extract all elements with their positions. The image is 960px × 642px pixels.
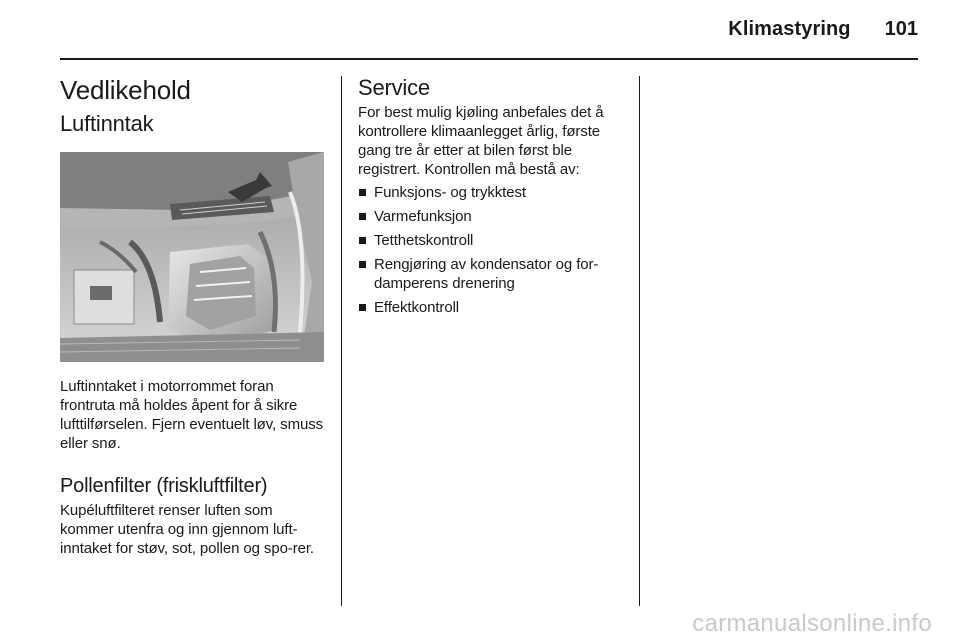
header-rule	[60, 58, 918, 60]
middle-column	[358, 74, 626, 322]
service-checklist	[358, 183, 626, 317]
left-column	[60, 74, 325, 558]
page-header	[728, 18, 918, 41]
luftinntak-caption: Luftinntaket i motorrommet foran frontruta må holdes åpent for å sikre lufttilførselen. Fjern eventuelt løv, smuss eller snø.	[60, 378, 324, 452]
list-item: Varmefunksjon	[358, 207, 626, 226]
bullet-square-icon	[359, 304, 366, 311]
list-item: Rengjøring av kondensator og for-damperens drenering	[358, 255, 626, 293]
list-item: Funksjons- og trykktest	[358, 183, 626, 202]
column-divider-right	[639, 76, 640, 606]
pollen-filter-text: Kupéluftfilteret renser luften som kommer utenfra og inn gjennom luft-inntaket for støv, sot, pollen og spo-rer.	[60, 502, 314, 557]
list-item: Tetthetskontroll	[358, 231, 626, 250]
bullet-square-icon	[359, 261, 366, 268]
service-title: Service	[358, 75, 430, 100]
bullet-square-icon	[359, 213, 366, 220]
page-number: 101	[884, 18, 918, 40]
engine-bay-photo-icon	[60, 152, 324, 362]
section-title: Vedlikehold	[60, 75, 191, 105]
service-text: For best mulig kjøling anbefales det å kontrollere klimaanlegget årlig, første gang tre år etter at bilen først ble registrert. Kontrollen må bestå av:	[358, 104, 604, 178]
chapter-title: Klimastyring	[728, 18, 851, 40]
bullet-square-icon	[359, 189, 366, 196]
watermark: carmanualsonline.info	[692, 610, 932, 637]
subsection-title: Luftinntak	[60, 111, 154, 136]
bullet-square-icon	[359, 237, 366, 244]
column-divider-left	[341, 76, 342, 606]
pollen-filter-title: Pollenfilter (friskluftfilter)	[60, 475, 268, 497]
list-item: Effektkontroll	[358, 298, 626, 317]
